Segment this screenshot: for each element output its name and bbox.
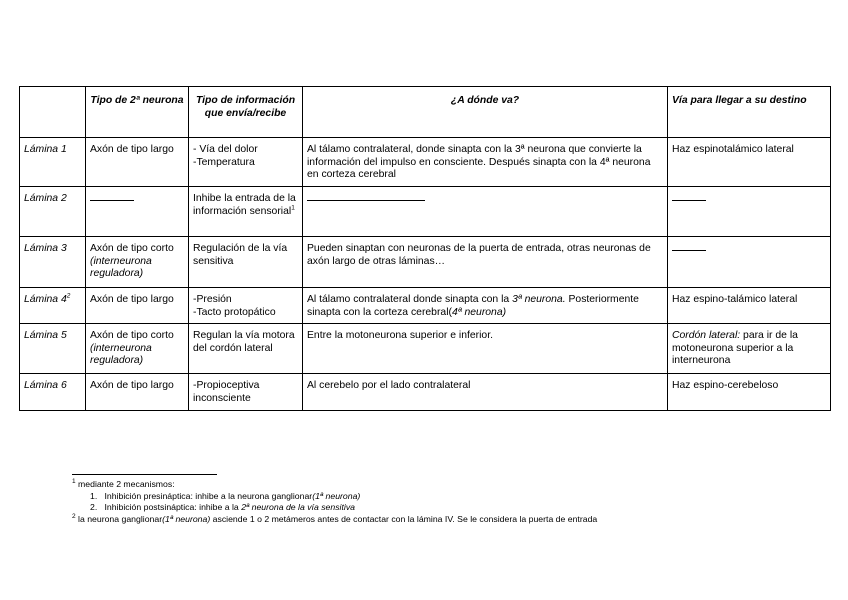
row-adonde: Al cerebelo por el lado contralateral	[303, 374, 668, 411]
footnote-list-item: 1. Inhibición presináptica: inhibe a la neurona ganglionar(1ª neurona)	[90, 490, 361, 501]
row-adonde: Pueden sinaptan con neuronas de la puerta de entrada, otras neuronas de axón largo de otras láminas…	[303, 237, 668, 288]
row-lamina: Lámina 6	[20, 374, 86, 411]
empty-dash	[672, 200, 706, 201]
info-line: -Temperatura	[193, 156, 255, 168]
row-tipo: Axón de tipo largo	[86, 288, 189, 324]
empty-dash	[90, 200, 134, 201]
footnote-ref: 1	[291, 204, 295, 212]
row-adonde: Entre la motoneurona superior e inferior.	[303, 324, 668, 374]
row-lamina: Lámina 2	[20, 187, 86, 237]
footnote-1: $^1$ mediante 2 mecanismos:	[72, 478, 175, 489]
footnote-list-item: 2. Inhibición postsináptica: inhibe a la 2ª neurona de la vía sensitiva	[90, 502, 355, 512]
row-info	[189, 288, 303, 324]
row-via: Haz espinotalámico lateral	[668, 138, 831, 187]
row-info	[189, 138, 303, 187]
row-lamina: Lámina 1	[20, 138, 86, 187]
footnote-2: $^2$ la neurona ganglionar(1ª neurona) asciende 1 o 2 metámeros antes de contactar con la lámina IV. Se le considera la puerta de entrada	[72, 512, 598, 524]
row-via: Haz espino-cerebeloso	[668, 374, 831, 411]
row-lamina: Lámina $4^2$	[20, 288, 86, 324]
row-info: Regulan la vía motora del cordón lateral	[189, 324, 303, 374]
row-tipo	[86, 187, 189, 237]
row-info: Inhibe la entrada de la información sensorial$^1$	[189, 187, 303, 237]
empty-dash	[672, 250, 706, 251]
table-row	[20, 374, 831, 411]
row-tipo: Axón de tipo corto (interneurona reguladora)	[86, 324, 189, 374]
header-lamina	[20, 87, 86, 138]
header-info: Tipo de información que envía/recibe	[189, 87, 303, 138]
row-adonde: Al tálamo contralateral, donde sinapta con la 3ª neurona que convierte la información del impulso en consciente. Después sinapta con la 4ª neurona en corteza cerebral	[303, 138, 668, 187]
row-info: -Propioceptiva inconsciente	[189, 374, 303, 411]
table-row	[20, 187, 831, 237]
header-adonde: ¿A dónde va?	[303, 87, 668, 138]
footnote-separator	[72, 474, 217, 475]
footnotes	[72, 479, 597, 525]
row-lamina: Lámina 3	[20, 237, 86, 288]
footnote-ref: 2	[66, 292, 71, 300]
table-row	[20, 288, 831, 324]
table-row	[20, 138, 831, 187]
row-via	[668, 237, 831, 288]
info-line: -Presión	[193, 294, 232, 305]
table-row	[20, 324, 831, 374]
row-info: Regulación de la vía sensitiva	[189, 237, 303, 288]
header-tipo: Tipo de 2ª neurona	[86, 87, 189, 138]
row-tipo: Axón de tipo largo	[86, 374, 189, 411]
table-row	[20, 237, 831, 288]
info-line: - Vía del dolor	[193, 144, 258, 155]
laminas-table	[19, 86, 831, 411]
row-via: Haz espino-talámico lateral	[668, 288, 831, 324]
row-adonde: Al tálamo contralateral donde sinapta con la 3ª neurona. Posteriormente sinapta con la corteza cerebral(4ª neurona)	[303, 288, 668, 324]
table-header-row	[20, 87, 831, 138]
row-lamina: Lámina 5	[20, 324, 86, 374]
row-via: Cordón lateral: para ir de la motoneurona superior a la interneurona	[668, 324, 831, 374]
info-line: -Tacto protopático	[193, 306, 276, 318]
empty-dash	[307, 200, 425, 201]
row-tipo: Axón de tipo largo	[86, 138, 189, 187]
row-via	[668, 187, 831, 237]
row-adonde	[303, 187, 668, 237]
header-via: Vía para llegar a su destino	[668, 87, 831, 138]
row-tipo: Axón de tipo corto (interneurona reguladora)	[86, 237, 189, 288]
